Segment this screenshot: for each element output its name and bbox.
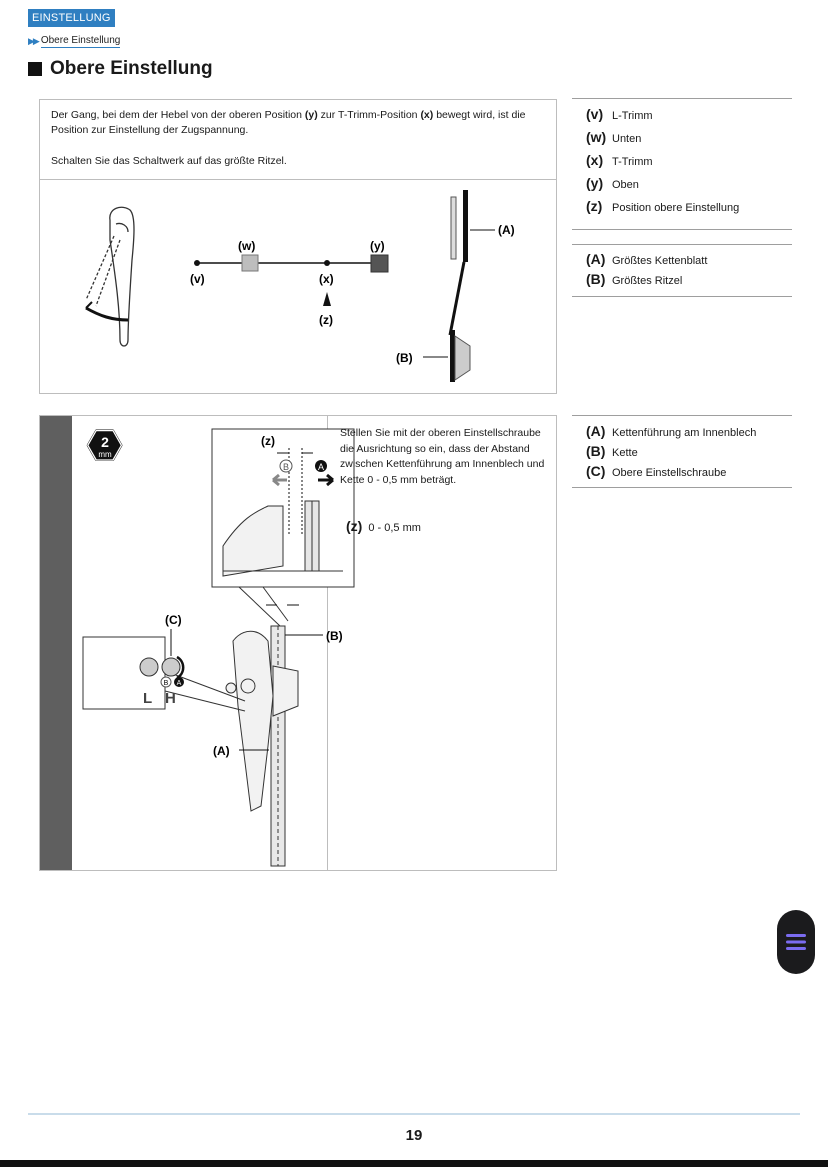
label-B: (B) [396, 351, 413, 365]
label-v: (v) [190, 272, 205, 286]
breadcrumb[interactable] [28, 35, 120, 48]
position-w-marker [242, 255, 258, 271]
step2-box [39, 415, 557, 871]
legend-item: (A) Größtes Kettenblatt [586, 251, 708, 267]
arrow-up-icon [323, 292, 331, 306]
legend-item: (B) Kette [586, 443, 638, 459]
title-square-icon [28, 62, 42, 76]
high-label: H [165, 690, 176, 707]
legend2-top-rule [572, 244, 792, 245]
footer-divider [28, 1113, 800, 1115]
step1-instruction-1: Der Gang, bei dem der Hebel von der oberen Position (y) zur T-Trimm-Position (x) bewegt wird, ist die Position zur Einstellung der Zugspannung. [51, 109, 526, 136]
breadcrumb-arrow-icon: ▶▶ [28, 36, 38, 46]
legend-item: (y) Oben [586, 175, 639, 191]
svg-text:mm: mm [98, 450, 112, 459]
position-x-dot [324, 260, 330, 266]
label-B: (B) [326, 629, 343, 643]
step1-instruction-2: Schalten Sie das Schaltwerk auf das größte Ritzel. [51, 155, 287, 167]
parts-legend [586, 251, 707, 291]
page-title-text: Obere Einstellung [50, 58, 213, 79]
step1-instructions [51, 108, 546, 185]
front-derailleur-illustration [226, 626, 298, 866]
high-screw-icon[interactable] [162, 658, 180, 676]
legend1-mid-rule [572, 229, 792, 230]
svg-text:B: B [163, 680, 169, 687]
breadcrumb-link[interactable]: Obere Einstellung [40, 35, 121, 46]
page-number: 19 [405, 1127, 423, 1144]
position-y-marker [371, 255, 388, 272]
menu-button[interactable] [777, 910, 815, 974]
legend-item: (B) Größtes Ritzel [586, 271, 683, 287]
chain-line [450, 262, 464, 335]
legend-item: (x) T-Trimm [586, 152, 653, 168]
legend2-bottom-rule [572, 296, 792, 297]
label-A: (A) [213, 744, 230, 758]
legend3-bottom-rule [572, 487, 792, 488]
low-label: L [143, 690, 153, 707]
legend-item: (w) Unten [586, 129, 642, 145]
shift-position-diagram [40, 180, 556, 394]
sprocket-illustration [455, 336, 470, 380]
legend1-top-rule [572, 98, 792, 99]
section-tag: EINSTELLUNG [28, 9, 115, 27]
svg-text:B: B [282, 462, 290, 472]
inset-label-z: (z) [261, 434, 275, 448]
shift-lever-illustration [86, 207, 134, 346]
position-v-dot [194, 260, 200, 266]
hamburger-icon [786, 933, 806, 951]
legend-item: (C) Obere Einstellschraube [586, 463, 727, 479]
chainring-edge [463, 190, 468, 262]
low-screw-icon [140, 658, 158, 676]
adjustment-diagram [73, 416, 343, 870]
svg-text:2: 2 [101, 434, 109, 450]
svg-text:A: A [317, 462, 325, 472]
legend-item: (z) Position obere Einstellung [586, 198, 740, 214]
legend-item: (A) Kettenführung am Innenblech [586, 423, 757, 439]
svg-text:A: A [176, 680, 182, 687]
step2-instruction: Stellen Sie mit der oberen Einstellschraube die Ausrichtung so ein, dass der Abstand zwischen Kettenführung am Innenblech und Kette 0 - 0,5 mm beträgt. [340, 427, 545, 486]
label-y: (y) [370, 239, 385, 253]
z-value: (z) 0 - 0,5 mm [346, 518, 421, 534]
step2-legend [586, 423, 756, 483]
hex-key-2mm-icon [88, 431, 122, 460]
chainring-illustration [451, 197, 456, 259]
label-C: (C) [165, 613, 182, 627]
position-legend [586, 106, 739, 221]
label-w: (w) [238, 239, 256, 253]
bottom-bar [0, 1160, 828, 1167]
sprocket-edge [450, 330, 455, 382]
step-side-bar [40, 416, 72, 870]
legend-item: (v) L-Trimm [586, 106, 653, 122]
label-A: (A) [498, 223, 515, 237]
page-title [28, 58, 213, 80]
label-z: (z) [319, 313, 333, 327]
label-x: (x) [319, 272, 334, 286]
step1-box [39, 99, 557, 394]
legend3-top-rule [572, 415, 792, 416]
